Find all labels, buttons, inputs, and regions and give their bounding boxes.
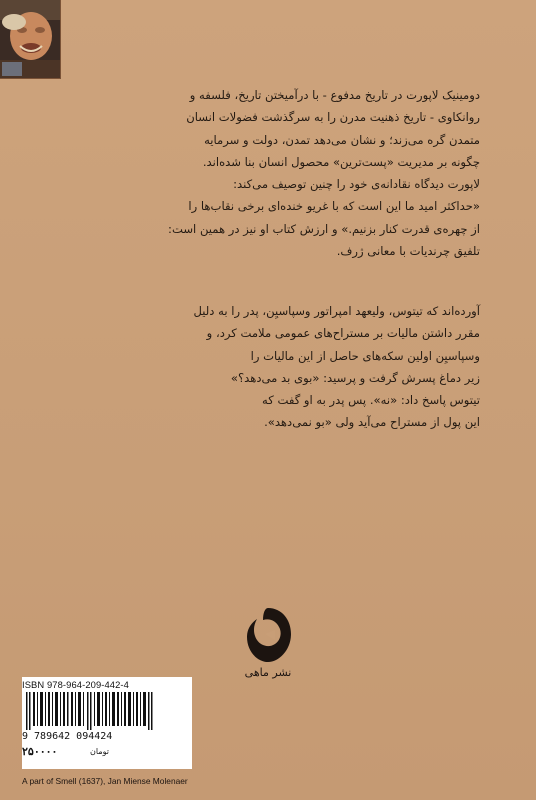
- synopsis-line: از چهره‌ی قدرت کنار بزنیم.» و ارزش کتاب او نیز در همین است:: [168, 221, 480, 236]
- synopsis-line: روانکاوی - تاریخ ذهنیت مدرن را به سرگذشت فضولات انسان: [186, 110, 480, 125]
- anecdote-line: این پول از مستراح می‌آید ولی «بو نمی‌دهد».: [264, 415, 480, 430]
- anecdote-line: زیر دماغ پسرش گرفت و پرسید: «بوی بد می‌دهد؟»: [230, 370, 480, 385]
- synopsis-line: چگونه بر مدیریت «پست‌ترین» محصول انسان بنا شده‌اند.: [202, 154, 480, 169]
- anecdote-line: آورده‌اند که تیتوس، ولیعهد امپراتور وسپاسیِن، پدر را به دلیل: [193, 304, 480, 318]
- synopsis-line: «حداکثر امید ما این است که با غریو خنده‌ای برخی نقاب‌ها را: [188, 199, 480, 214]
- anecdote-line: وسپاسیِن اولین سکه‌های حاصل از این مالیات را: [250, 348, 480, 363]
- synopsis-paragraph: [168, 84, 480, 262]
- anecdote-line: مقرر داشتن مالیات بر مستراح‌های عمومی ملامت کرد، و: [206, 326, 480, 341]
- price-currency: تومان: [90, 747, 109, 756]
- publisher-name: نشر ماهی: [244, 666, 292, 679]
- isbn-text: ISBN 978-964-209-442-4: [22, 679, 129, 690]
- synopsis-line: لاپورت دیدگاه نقادانه‌ی خود را چنین توصیف می‌کند:: [233, 177, 480, 192]
- synopsis-line: تلفیق چرندیات با معانی ژرف.: [336, 244, 480, 259]
- painting-thumbnail: [0, 0, 61, 79]
- barcode-icon: [26, 692, 166, 730]
- anecdote-paragraph: [194, 300, 481, 434]
- synopsis-line: متمدن گره می‌زند؛ و نشان می‌دهد تمدن، دولت و سرمایه: [204, 132, 480, 147]
- anecdote-line: تیتوس پاسخ داد: «نه». پس پدر به او گفت که: [262, 393, 480, 408]
- synopsis-line: دومینیک لاپورت در تاریخ مدفوع - با درآمیختن تاریخ، فلسفه و: [189, 88, 480, 102]
- barcode-number: 9 789642 094424: [22, 731, 113, 742]
- price: ۲۵۰۰۰۰: [22, 746, 58, 758]
- cover-image-credit: A part of Smell (1637), Jan Miense Molenaer: [22, 776, 188, 786]
